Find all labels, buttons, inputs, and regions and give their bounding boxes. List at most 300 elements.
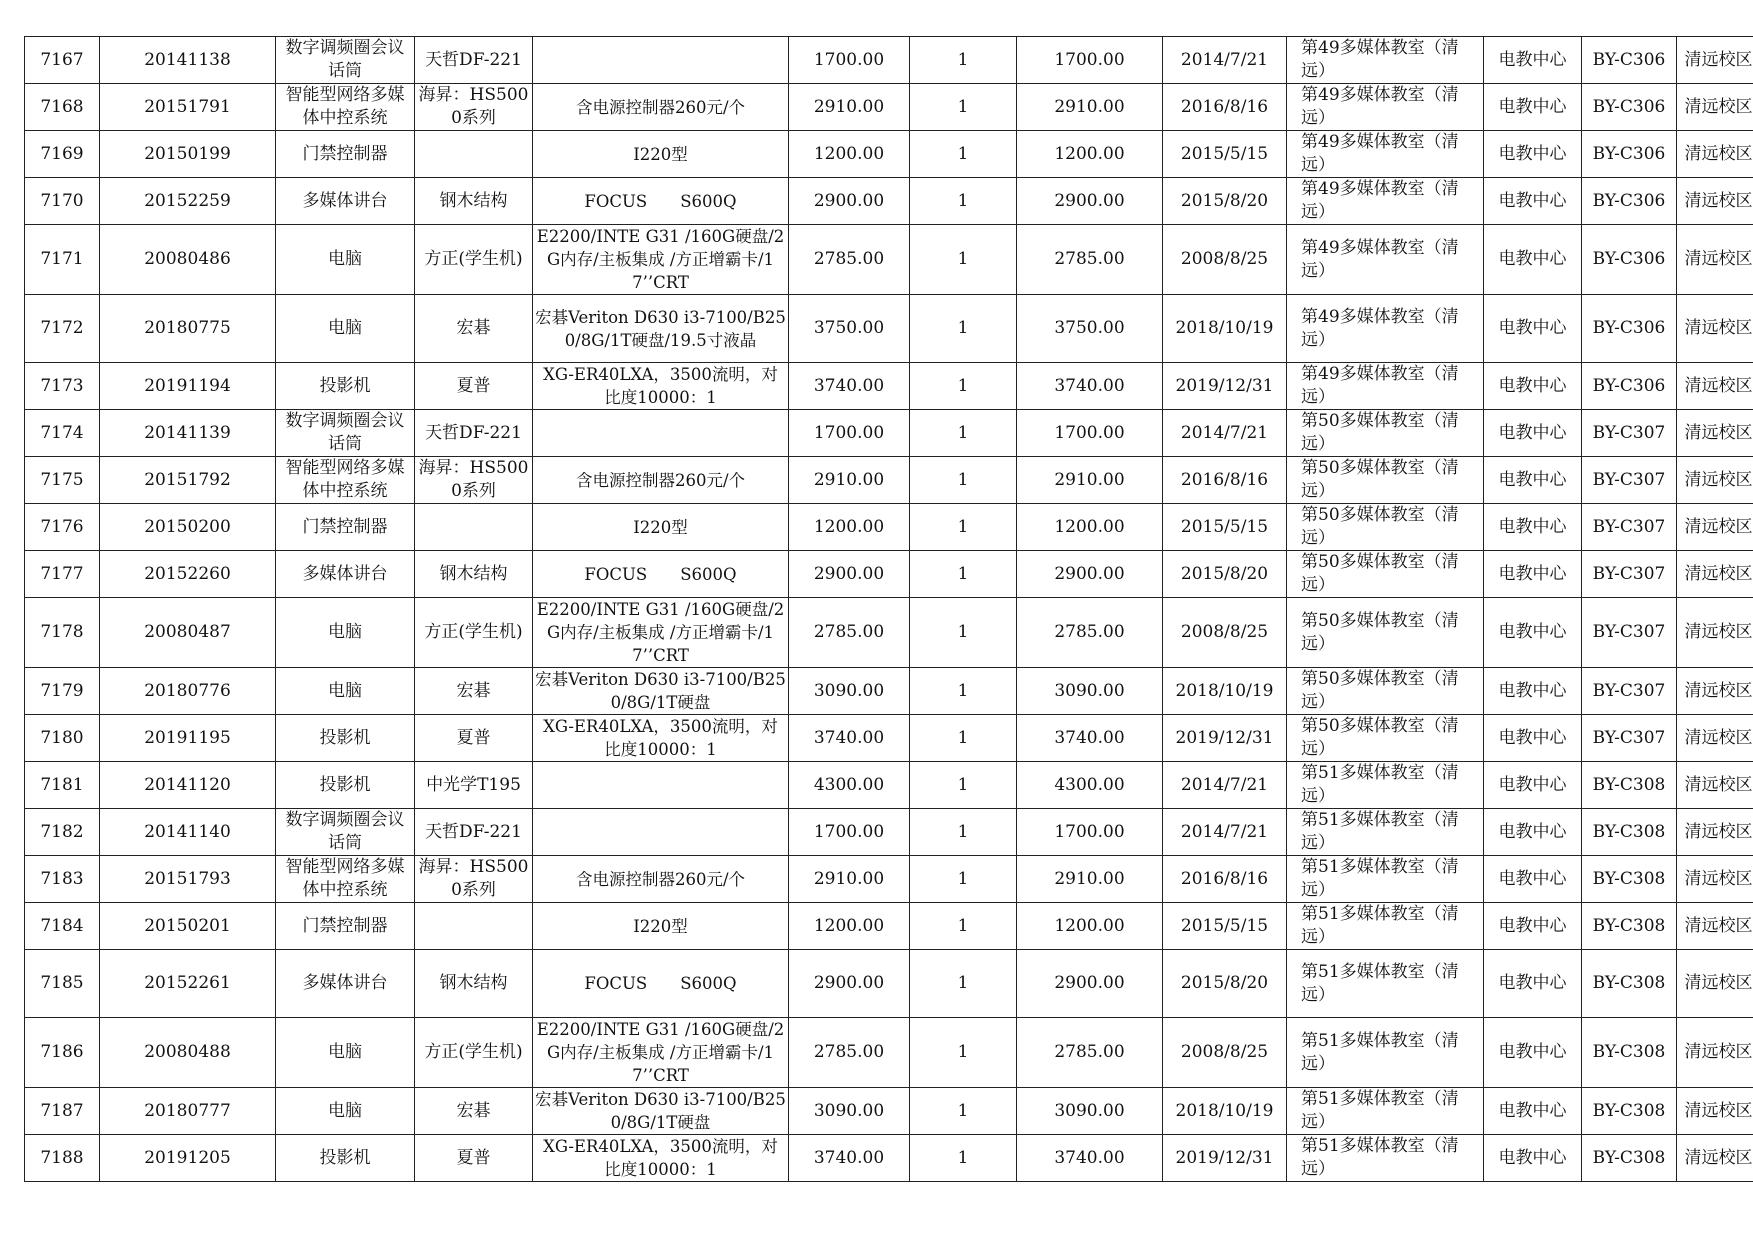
specification-cell: 含电源控制器260元/个 <box>533 84 789 131</box>
location-cell: 第50多媒体教室（清远） <box>1287 715 1484 762</box>
unit-price-cell: 1700.00 <box>789 809 910 856</box>
item-name-cell: 电脑 <box>276 668 415 715</box>
item-name-cell: 投影机 <box>276 715 415 762</box>
table-row <box>25 37 1753 84</box>
campus-cell: 清远校区 <box>1677 598 1753 668</box>
location-cell: 第51多媒体教室（清远） <box>1287 950 1484 1018</box>
table-row <box>25 598 1753 668</box>
unit-price-cell: 1700.00 <box>789 37 910 84</box>
purchase-date-cell: 2014/7/21 <box>1163 762 1287 809</box>
specification-cell: E2200/INTE G31 /160G硬盘/2G内存/主板集成 /方正增霸卡/17’’CRT <box>533 598 789 668</box>
campus-cell: 清远校区 <box>1677 668 1753 715</box>
amount-cell: 2900.00 <box>1017 178 1163 225</box>
asset-number-cell: 20141138 <box>100 37 276 84</box>
purchase-date-cell: 2016/8/16 <box>1163 457 1287 504</box>
room-code-cell: BY-C307 <box>1582 457 1677 504</box>
department-cell: 电教中心 <box>1484 950 1582 1018</box>
amount-cell: 3090.00 <box>1017 668 1163 715</box>
room-code-cell: BY-C308 <box>1582 903 1677 950</box>
quantity-cell: 1 <box>910 809 1017 856</box>
location-cell: 第50多媒体教室（清远） <box>1287 598 1484 668</box>
location-cell: 第50多媒体教室（清远） <box>1287 551 1484 598</box>
purchase-date-cell: 2008/8/25 <box>1163 225 1287 295</box>
table-row <box>25 762 1753 809</box>
brand-model-cell: 夏普 <box>415 715 533 762</box>
room-code-cell: BY-C307 <box>1582 551 1677 598</box>
quantity-cell: 1 <box>910 37 1017 84</box>
unit-price-cell: 1200.00 <box>789 131 910 178</box>
unit-price-cell: 3740.00 <box>789 715 910 762</box>
table-row <box>25 504 1753 551</box>
amount-cell: 2910.00 <box>1017 856 1163 903</box>
row-number-cell: 7169 <box>25 131 100 178</box>
campus-cell: 清远校区 <box>1677 856 1753 903</box>
room-code-cell: BY-C308 <box>1582 1018 1677 1088</box>
quantity-cell: 1 <box>910 1088 1017 1135</box>
quantity-cell: 1 <box>910 225 1017 295</box>
unit-price-cell: 3750.00 <box>789 295 910 363</box>
quantity-cell: 1 <box>910 504 1017 551</box>
brand-model-cell: 方正(学生机) <box>415 225 533 295</box>
brand-model-cell <box>415 131 533 178</box>
purchase-date-cell: 2019/12/31 <box>1163 715 1287 762</box>
quantity-cell: 1 <box>910 457 1017 504</box>
purchase-date-cell: 2016/8/16 <box>1163 84 1287 131</box>
brand-model-cell: 海昇：HS5000系列 <box>415 856 533 903</box>
brand-model-cell: 中光学T195 <box>415 762 533 809</box>
department-cell: 电教中心 <box>1484 37 1582 84</box>
purchase-date-cell: 2015/5/15 <box>1163 131 1287 178</box>
specification-cell: 含电源控制器260元/个 <box>533 457 789 504</box>
asset-number-cell: 20191194 <box>100 363 276 410</box>
purchase-date-cell: 2016/8/16 <box>1163 856 1287 903</box>
unit-price-cell: 4300.00 <box>789 762 910 809</box>
item-name-cell: 投影机 <box>276 762 415 809</box>
row-number-cell: 7167 <box>25 37 100 84</box>
room-code-cell: BY-C307 <box>1582 598 1677 668</box>
purchase-date-cell: 2014/7/21 <box>1163 37 1287 84</box>
brand-model-cell: 天哲DF-221 <box>415 37 533 84</box>
table-row <box>25 551 1753 598</box>
brand-model-cell: 夏普 <box>415 363 533 410</box>
quantity-cell: 1 <box>910 295 1017 363</box>
quantity-cell: 1 <box>910 1018 1017 1088</box>
purchase-date-cell: 2018/10/19 <box>1163 1088 1287 1135</box>
row-number-cell: 7180 <box>25 715 100 762</box>
location-cell: 第51多媒体教室（清远） <box>1287 903 1484 950</box>
item-name-cell: 多媒体讲台 <box>276 551 415 598</box>
specification-cell: XG-ER40LXA，3500流明，对比度10000：1 <box>533 715 789 762</box>
brand-model-cell: 海昇：HS5000系列 <box>415 84 533 131</box>
row-number-cell: 7173 <box>25 363 100 410</box>
amount-cell: 1700.00 <box>1017 37 1163 84</box>
table-row <box>25 295 1753 363</box>
table-row <box>25 84 1753 131</box>
campus-cell: 清远校区 <box>1677 715 1753 762</box>
department-cell: 电教中心 <box>1484 1088 1582 1135</box>
quantity-cell: 1 <box>910 363 1017 410</box>
specification-cell: I220型 <box>533 131 789 178</box>
purchase-date-cell: 2019/12/31 <box>1163 1135 1287 1182</box>
department-cell: 电教中心 <box>1484 410 1582 457</box>
unit-price-cell: 1200.00 <box>789 903 910 950</box>
asset-number-cell: 20080486 <box>100 225 276 295</box>
purchase-date-cell: 2019/12/31 <box>1163 363 1287 410</box>
row-number-cell: 7176 <box>25 504 100 551</box>
specification-cell: FOCUS S600Q <box>533 551 789 598</box>
row-number-cell: 7187 <box>25 1088 100 1135</box>
row-number-cell: 7188 <box>25 1135 100 1182</box>
location-cell: 第51多媒体教室（清远） <box>1287 809 1484 856</box>
department-cell: 电教中心 <box>1484 762 1582 809</box>
amount-cell: 2910.00 <box>1017 457 1163 504</box>
room-code-cell: BY-C307 <box>1582 410 1677 457</box>
brand-model-cell: 钢木结构 <box>415 950 533 1018</box>
table-row <box>25 903 1753 950</box>
unit-price-cell: 3740.00 <box>789 1135 910 1182</box>
campus-cell: 清远校区 <box>1677 131 1753 178</box>
location-cell: 第49多媒体教室（清远） <box>1287 225 1484 295</box>
unit-price-cell: 2910.00 <box>789 84 910 131</box>
room-code-cell: BY-C308 <box>1582 762 1677 809</box>
amount-cell: 3740.00 <box>1017 363 1163 410</box>
amount-cell: 3740.00 <box>1017 715 1163 762</box>
room-code-cell: BY-C307 <box>1582 715 1677 762</box>
table-row <box>25 225 1753 295</box>
unit-price-cell: 1200.00 <box>789 504 910 551</box>
quantity-cell: 1 <box>910 715 1017 762</box>
quantity-cell: 1 <box>910 178 1017 225</box>
quantity-cell: 1 <box>910 856 1017 903</box>
row-number-cell: 7175 <box>25 457 100 504</box>
department-cell: 电教中心 <box>1484 131 1582 178</box>
row-number-cell: 7183 <box>25 856 100 903</box>
purchase-date-cell: 2015/5/15 <box>1163 903 1287 950</box>
amount-cell: 1200.00 <box>1017 131 1163 178</box>
specification-cell: E2200/INTE G31 /160G硬盘/2G内存/主板集成 /方正增霸卡/17’’CRT <box>533 225 789 295</box>
item-name-cell: 电脑 <box>276 1088 415 1135</box>
department-cell: 电教中心 <box>1484 84 1582 131</box>
brand-model-cell: 方正(学生机) <box>415 598 533 668</box>
asset-number-cell: 20141140 <box>100 809 276 856</box>
amount-cell: 3090.00 <box>1017 1088 1163 1135</box>
table-row <box>25 1135 1753 1182</box>
item-name-cell: 电脑 <box>276 225 415 295</box>
asset-table-body <box>25 37 1753 1182</box>
asset-number-cell: 20141120 <box>100 762 276 809</box>
asset-number-cell: 20080487 <box>100 598 276 668</box>
room-code-cell: BY-C306 <box>1582 295 1677 363</box>
purchase-date-cell: 2015/8/20 <box>1163 178 1287 225</box>
asset-number-cell: 20152261 <box>100 950 276 1018</box>
asset-number-cell: 20152259 <box>100 178 276 225</box>
table-row <box>25 809 1753 856</box>
unit-price-cell: 2910.00 <box>789 457 910 504</box>
brand-model-cell: 天哲DF-221 <box>415 809 533 856</box>
room-code-cell: BY-C306 <box>1582 178 1677 225</box>
item-name-cell: 电脑 <box>276 598 415 668</box>
campus-cell: 清远校区 <box>1677 809 1753 856</box>
campus-cell: 清远校区 <box>1677 457 1753 504</box>
amount-cell: 1200.00 <box>1017 504 1163 551</box>
amount-cell: 1200.00 <box>1017 903 1163 950</box>
asset-number-cell: 20191195 <box>100 715 276 762</box>
brand-model-cell: 钢木结构 <box>415 178 533 225</box>
table-row <box>25 363 1753 410</box>
unit-price-cell: 3090.00 <box>789 1088 910 1135</box>
specification-cell <box>533 410 789 457</box>
department-cell: 电教中心 <box>1484 551 1582 598</box>
room-code-cell: BY-C308 <box>1582 856 1677 903</box>
table-row <box>25 856 1753 903</box>
department-cell: 电教中心 <box>1484 903 1582 950</box>
specification-cell: 宏碁Veriton D630 i3-7100/B250/8G/1T硬盘 <box>533 1088 789 1135</box>
location-cell: 第49多媒体教室（清远） <box>1287 37 1484 84</box>
department-cell: 电教中心 <box>1484 598 1582 668</box>
purchase-date-cell: 2008/8/25 <box>1163 598 1287 668</box>
specification-cell: I220型 <box>533 903 789 950</box>
item-name-cell: 多媒体讲台 <box>276 950 415 1018</box>
specification-cell <box>533 762 789 809</box>
unit-price-cell: 2785.00 <box>789 1018 910 1088</box>
unit-price-cell: 2900.00 <box>789 178 910 225</box>
asset-number-cell: 20151792 <box>100 457 276 504</box>
room-code-cell: BY-C307 <box>1582 504 1677 551</box>
quantity-cell: 1 <box>910 762 1017 809</box>
item-name-cell: 智能型网络多媒体中控系统 <box>276 457 415 504</box>
row-number-cell: 7185 <box>25 950 100 1018</box>
purchase-date-cell: 2018/10/19 <box>1163 668 1287 715</box>
item-name-cell: 投影机 <box>276 1135 415 1182</box>
amount-cell: 2785.00 <box>1017 225 1163 295</box>
department-cell: 电教中心 <box>1484 1135 1582 1182</box>
department-cell: 电教中心 <box>1484 295 1582 363</box>
location-cell: 第50多媒体教室（清远） <box>1287 410 1484 457</box>
location-cell: 第51多媒体教室（清远） <box>1287 856 1484 903</box>
quantity-cell: 1 <box>910 950 1017 1018</box>
table-row <box>25 131 1753 178</box>
campus-cell: 清远校区 <box>1677 37 1753 84</box>
unit-price-cell: 2785.00 <box>789 598 910 668</box>
location-cell: 第49多媒体教室（清远） <box>1287 84 1484 131</box>
campus-cell: 清远校区 <box>1677 1088 1753 1135</box>
location-cell: 第49多媒体教室（清远） <box>1287 178 1484 225</box>
quantity-cell: 1 <box>910 903 1017 950</box>
room-code-cell: BY-C306 <box>1582 37 1677 84</box>
asset-number-cell: 20180777 <box>100 1088 276 1135</box>
campus-cell: 清远校区 <box>1677 295 1753 363</box>
amount-cell: 3740.00 <box>1017 1135 1163 1182</box>
campus-cell: 清远校区 <box>1677 1135 1753 1182</box>
table-row <box>25 457 1753 504</box>
room-code-cell: BY-C306 <box>1582 131 1677 178</box>
purchase-date-cell: 2015/5/15 <box>1163 504 1287 551</box>
department-cell: 电教中心 <box>1484 715 1582 762</box>
department-cell: 电教中心 <box>1484 178 1582 225</box>
room-code-cell: BY-C306 <box>1582 363 1677 410</box>
brand-model-cell: 宏碁 <box>415 295 533 363</box>
location-cell: 第50多媒体教室（清远） <box>1287 668 1484 715</box>
purchase-date-cell: 2015/8/20 <box>1163 551 1287 598</box>
purchase-date-cell: 2018/10/19 <box>1163 295 1287 363</box>
location-cell: 第51多媒体教室（清远） <box>1287 1135 1484 1182</box>
specification-cell: 含电源控制器260元/个 <box>533 856 789 903</box>
row-number-cell: 7168 <box>25 84 100 131</box>
purchase-date-cell: 2014/7/21 <box>1163 809 1287 856</box>
table-row <box>25 178 1753 225</box>
campus-cell: 清远校区 <box>1677 1018 1753 1088</box>
campus-cell: 清远校区 <box>1677 903 1753 950</box>
brand-model-cell: 宏碁 <box>415 1088 533 1135</box>
brand-model-cell: 夏普 <box>415 1135 533 1182</box>
room-code-cell: BY-C308 <box>1582 1088 1677 1135</box>
brand-model-cell: 宏碁 <box>415 668 533 715</box>
specification-cell: XG-ER40LXA，3500流明，对比度10000：1 <box>533 363 789 410</box>
brand-model-cell: 天哲DF-221 <box>415 410 533 457</box>
table-row <box>25 668 1753 715</box>
asset-number-cell: 20152260 <box>100 551 276 598</box>
amount-cell: 1700.00 <box>1017 809 1163 856</box>
asset-number-cell: 20080488 <box>100 1018 276 1088</box>
brand-model-cell: 海昇：HS5000系列 <box>415 457 533 504</box>
amount-cell: 3750.00 <box>1017 295 1163 363</box>
item-name-cell: 智能型网络多媒体中控系统 <box>276 84 415 131</box>
row-number-cell: 7179 <box>25 668 100 715</box>
campus-cell: 清远校区 <box>1677 950 1753 1018</box>
quantity-cell: 1 <box>910 131 1017 178</box>
asset-number-cell: 20180776 <box>100 668 276 715</box>
table-row <box>25 950 1753 1018</box>
item-name-cell: 电脑 <box>276 295 415 363</box>
asset-number-cell: 20150201 <box>100 903 276 950</box>
quantity-cell: 1 <box>910 84 1017 131</box>
room-code-cell: BY-C308 <box>1582 1135 1677 1182</box>
item-name-cell: 数字调频圈会议话筒 <box>276 37 415 84</box>
room-code-cell: BY-C308 <box>1582 950 1677 1018</box>
asset-table <box>24 36 1753 1182</box>
amount-cell: 4300.00 <box>1017 762 1163 809</box>
asset-number-cell: 20151793 <box>100 856 276 903</box>
unit-price-cell: 2900.00 <box>789 950 910 1018</box>
item-name-cell: 智能型网络多媒体中控系统 <box>276 856 415 903</box>
item-name-cell: 电脑 <box>276 1018 415 1088</box>
quantity-cell: 1 <box>910 551 1017 598</box>
location-cell: 第49多媒体教室（清远） <box>1287 131 1484 178</box>
item-name-cell: 数字调频圈会议话筒 <box>276 410 415 457</box>
purchase-date-cell: 2014/7/21 <box>1163 410 1287 457</box>
department-cell: 电教中心 <box>1484 1018 1582 1088</box>
room-code-cell: BY-C306 <box>1582 225 1677 295</box>
unit-price-cell: 3740.00 <box>789 363 910 410</box>
department-cell: 电教中心 <box>1484 457 1582 504</box>
specification-cell: I220型 <box>533 504 789 551</box>
amount-cell: 2910.00 <box>1017 84 1163 131</box>
department-cell: 电教中心 <box>1484 504 1582 551</box>
location-cell: 第49多媒体教室（清远） <box>1287 295 1484 363</box>
unit-price-cell: 2910.00 <box>789 856 910 903</box>
purchase-date-cell: 2008/8/25 <box>1163 1018 1287 1088</box>
row-number-cell: 7182 <box>25 809 100 856</box>
brand-model-cell <box>415 903 533 950</box>
amount-cell: 2785.00 <box>1017 1018 1163 1088</box>
location-cell: 第51多媒体教室（清远） <box>1287 762 1484 809</box>
campus-cell: 清远校区 <box>1677 410 1753 457</box>
department-cell: 电教中心 <box>1484 225 1582 295</box>
asset-number-cell: 20150200 <box>100 504 276 551</box>
asset-number-cell: 20150199 <box>100 131 276 178</box>
unit-price-cell: 2785.00 <box>789 225 910 295</box>
brand-model-cell <box>415 504 533 551</box>
location-cell: 第51多媒体教室（清远） <box>1287 1088 1484 1135</box>
specification-cell: 宏碁Veriton D630 i3-7100/B250/8G/1T硬盘 <box>533 668 789 715</box>
specification-cell: 宏碁Veriton D630 i3-7100/B250/8G/1T硬盘/19.5寸液晶 <box>533 295 789 363</box>
room-code-cell: BY-C307 <box>1582 668 1677 715</box>
item-name-cell: 门禁控制器 <box>276 504 415 551</box>
specification-cell <box>533 37 789 84</box>
item-name-cell: 多媒体讲台 <box>276 178 415 225</box>
table-row <box>25 715 1753 762</box>
amount-cell: 2900.00 <box>1017 551 1163 598</box>
row-number-cell: 7170 <box>25 178 100 225</box>
row-number-cell: 7178 <box>25 598 100 668</box>
item-name-cell: 门禁控制器 <box>276 131 415 178</box>
campus-cell: 清远校区 <box>1677 225 1753 295</box>
row-number-cell: 7171 <box>25 225 100 295</box>
row-number-cell: 7177 <box>25 551 100 598</box>
room-code-cell: BY-C308 <box>1582 809 1677 856</box>
amount-cell: 2785.00 <box>1017 598 1163 668</box>
campus-cell: 清远校区 <box>1677 84 1753 131</box>
campus-cell: 清远校区 <box>1677 363 1753 410</box>
unit-price-cell: 2900.00 <box>789 551 910 598</box>
row-number-cell: 7186 <box>25 1018 100 1088</box>
quantity-cell: 1 <box>910 668 1017 715</box>
campus-cell: 清远校区 <box>1677 762 1753 809</box>
location-cell: 第50多媒体教室（清远） <box>1287 457 1484 504</box>
asset-number-cell: 20141139 <box>100 410 276 457</box>
specification-cell: FOCUS S600Q <box>533 178 789 225</box>
department-cell: 电教中心 <box>1484 668 1582 715</box>
unit-price-cell: 1700.00 <box>789 410 910 457</box>
item-name-cell: 门禁控制器 <box>276 903 415 950</box>
location-cell: 第49多媒体教室（清远） <box>1287 363 1484 410</box>
department-cell: 电教中心 <box>1484 856 1582 903</box>
row-number-cell: 7181 <box>25 762 100 809</box>
amount-cell: 1700.00 <box>1017 410 1163 457</box>
asset-number-cell: 20191205 <box>100 1135 276 1182</box>
campus-cell: 清远校区 <box>1677 178 1753 225</box>
amount-cell: 2900.00 <box>1017 950 1163 1018</box>
specification-cell: XG-ER40LXA，3500流明，对比度10000：1 <box>533 1135 789 1182</box>
department-cell: 电教中心 <box>1484 809 1582 856</box>
campus-cell: 清远校区 <box>1677 551 1753 598</box>
specification-cell: FOCUS S600Q <box>533 950 789 1018</box>
table-row <box>25 410 1753 457</box>
department-cell: 电教中心 <box>1484 363 1582 410</box>
row-number-cell: 7184 <box>25 903 100 950</box>
quantity-cell: 1 <box>910 598 1017 668</box>
unit-price-cell: 3090.00 <box>789 668 910 715</box>
item-name-cell: 数字调频圈会议话筒 <box>276 809 415 856</box>
row-number-cell: 7172 <box>25 295 100 363</box>
brand-model-cell: 方正(学生机) <box>415 1018 533 1088</box>
asset-number-cell: 20151791 <box>100 84 276 131</box>
specification-cell <box>533 809 789 856</box>
purchase-date-cell: 2015/8/20 <box>1163 950 1287 1018</box>
room-code-cell: BY-C306 <box>1582 84 1677 131</box>
location-cell: 第50多媒体教室（清远） <box>1287 504 1484 551</box>
row-number-cell: 7174 <box>25 410 100 457</box>
